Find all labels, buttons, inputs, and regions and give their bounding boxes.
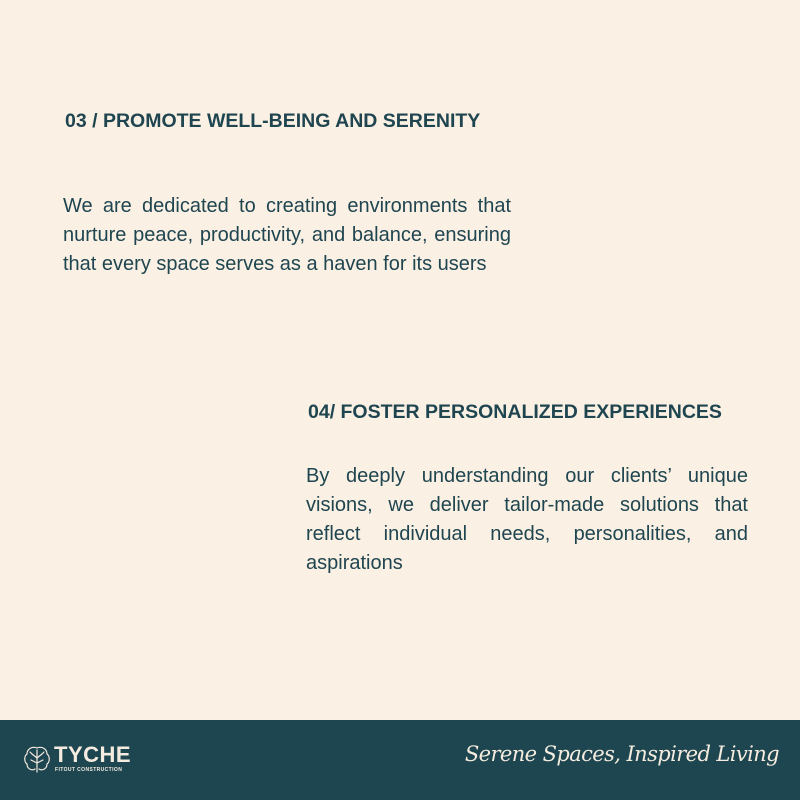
section-heading-03: 03 / PROMOTE WELL-BEING AND SERENITY [65,110,481,132]
brand-name: TYCHE [54,742,132,767]
section-heading-04: 04/ FOSTER PERSONALIZED EXPERIENCES [308,401,722,423]
brand-logo [22,743,132,777]
brand-subtitle: FITOUT CONSTRUCTION [55,767,123,773]
section-body-03: We are dedicated to creating environments that nurture peace, productivity, and balance, ensuring that every space serves as a haven for its users [63,195,511,275]
brain-tree-logo-icon [22,744,52,774]
footer-bar [0,720,800,800]
tagline: Serene Spaces, Inspired Living [464,742,779,766]
section-body-04: By deeply understanding our clients’ unique visions, we deliver tailor-made solutions that reflect individual needs, personalities, and aspirations [306,465,748,574]
